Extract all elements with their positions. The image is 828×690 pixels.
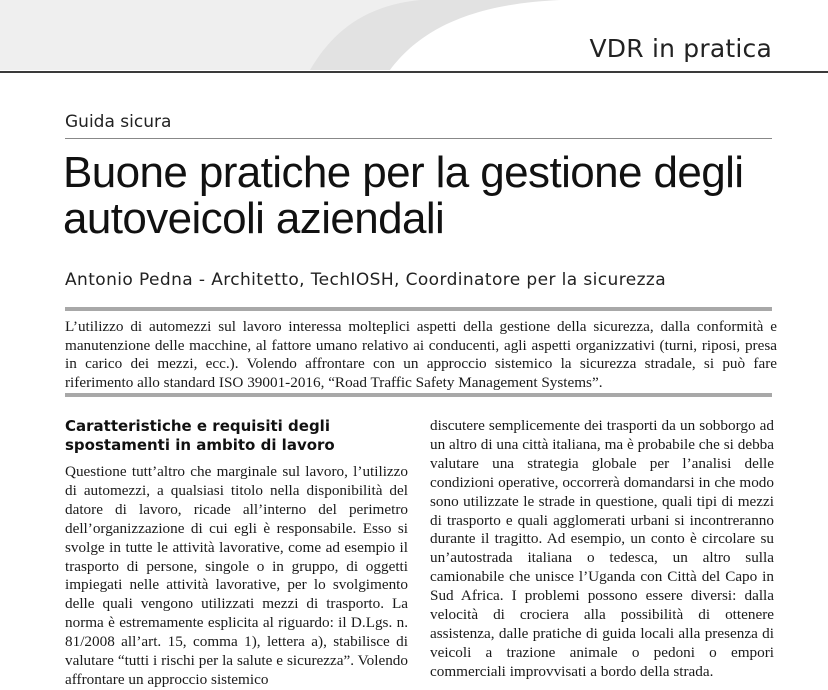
article-abstract: L’utilizzo di automezzi sul lavoro interessa molteplici aspetti della gestione della sicurezza, dalla conformità e manutenzione delle macchine, al fattore umano relativo ai conducenti, agli aspetti organizzativi (turni, riposi, presa in carico dei mezzi, ecc.). Volendo affrontare con un approccio sistemico la sicurezza stradale, si può fare riferimento allo standard ISO 39001-2016, “Road Traffic Safety Management Systems”. bbox=[65, 318, 777, 391]
abstract-divider-bottom bbox=[65, 393, 772, 397]
body-column-left bbox=[65, 417, 408, 690]
right-column-text: discutere semplicemente dei trasporti da un sobborgo ad un altro di una città italiana, ma è probabile che si debba valutare una strategia globale per l’analisi delle condizioni operative, occorrerà domandarsi in che modo sono utilizzate le strade in questione, quali tipi di mezzi di trasporto e quali agglomerati urbani si incontreranno durante il tragitto. Ad esempio, un conto è circolare su un’autostrada italiana o tedesca, un altro sulla camionabile che unisce l’Uganda con Città del Capo in Sud Africa. I problemi possono essere diversi: dalla velocità di crociera alla possibilità di ottenere assistenza, dalle pratiche di guida locali alla presenza di veicoli a trazione animale o pedoni o empori commerciali improvvisati a bordo della strada. bbox=[430, 417, 774, 680]
left-column-text: Questione tutt’altro che marginale sul lavoro, l’utilizzo di automezzi, a qualsiasi titolo nella disponibilità del datore di lavoro, ricade all’interno del perimetro dell’organizzazione di cui egli è responsabile. Esso si svolge in tutte le attività lavorative, come ad esempio il trasporto di persone, singole o in gruppo, di oggetti impiegati nelle attività lavorative, per lo svolgimento delle quali vengono utilizzati mezzi di trasporto. La norma è estremamente esplicita al riguardo: il D.Lgs. n. 81/2008 all’art. 15, comma 1), lettera a), stabilisce di valutare “tutti i rischi per la salute e sicurezza”. Volendo affrontare un approccio sistemico bbox=[65, 463, 408, 688]
header-divider bbox=[0, 71, 828, 73]
section-heading: Caratteristiche e requisiti degli spostamenti in ambito di lavoro bbox=[65, 417, 335, 454]
article-author: Antonio Pedna - Architetto, TechIOSH, Coordinatore per la sicurezza bbox=[65, 270, 667, 290]
body-column-right bbox=[430, 417, 774, 682]
page-header bbox=[0, 0, 828, 72]
abstract-divider-top bbox=[65, 307, 772, 311]
article-kicker: Guida sicura bbox=[65, 112, 172, 132]
section-title: VDR in pratica bbox=[589, 34, 772, 63]
article-title: Buone pratiche per la gestione degli autoveicoli aziendali bbox=[63, 148, 744, 243]
kicker-divider bbox=[65, 138, 772, 139]
